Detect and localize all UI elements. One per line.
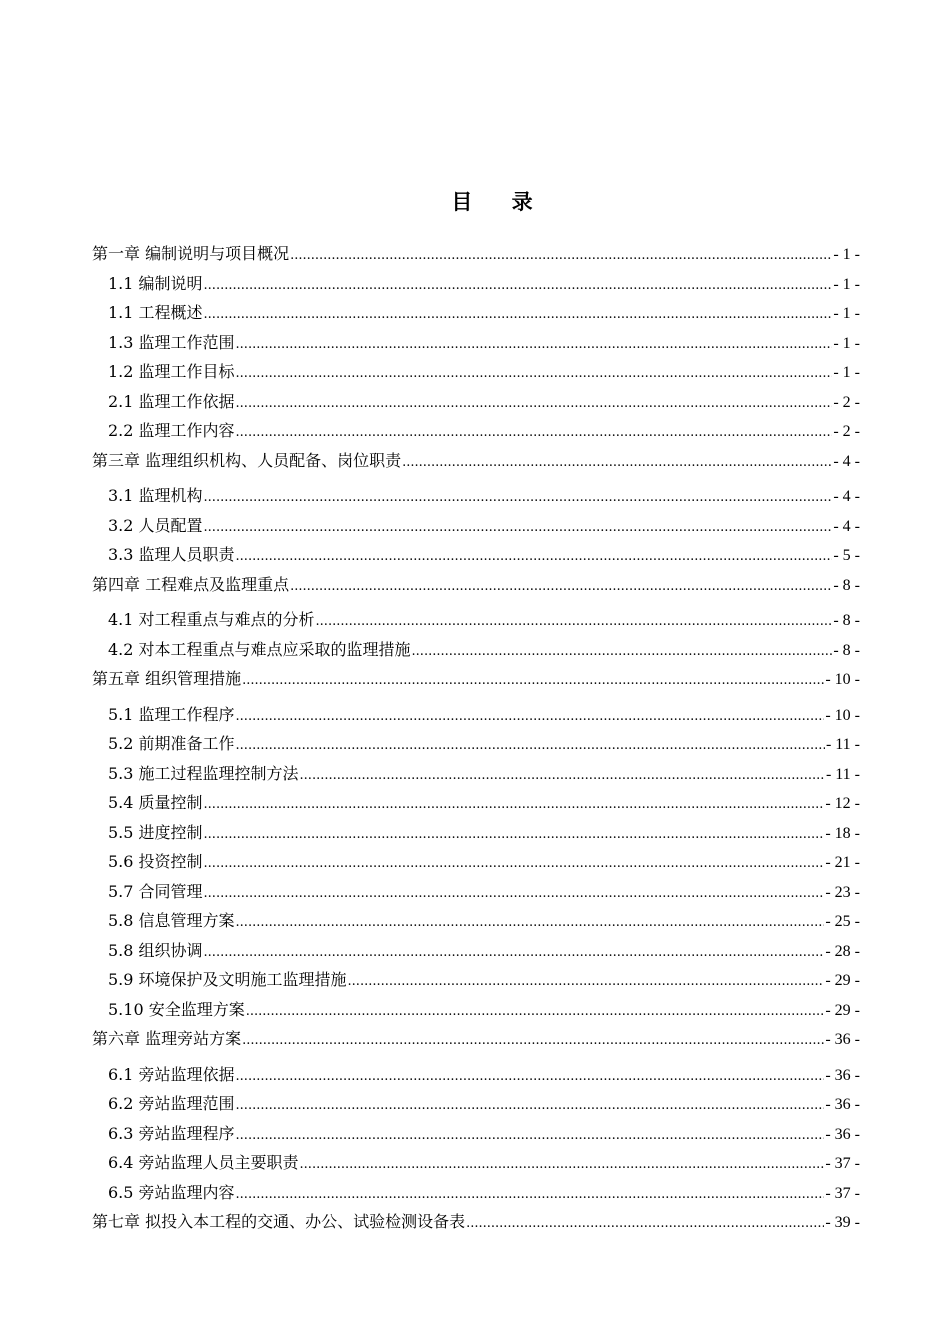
toc-section-entry[interactable] [92,818,860,848]
toc-page-number: - 1 - [833,364,860,381]
toc-page-number: - 8 - [833,612,860,629]
toc-entry-title: 5.6 投资控制 [108,852,203,871]
toc-chapter-entry[interactable] [92,664,860,694]
toc-dot-leader [348,967,825,997]
toc-page-number: - 5 - [833,547,860,564]
toc-page-number: - 36 - [825,1125,860,1143]
toc-section-entry[interactable] [92,1060,860,1090]
toc-entry-title: 2.2 监理工作内容 [108,421,235,440]
toc-dot-leader [412,637,833,667]
toc-entry-title: 1.3 监理工作范围 [108,332,235,352]
toc-entry-title: 1.1 工程概述 [108,303,203,322]
toc-section-entry[interactable] [92,387,860,417]
toc-page-number: - 12 - [825,795,860,812]
toc-dot-leader [236,359,833,389]
toc-entry-title: 5.10 安全监理方案 [108,999,245,1019]
toc-dot-leader [242,1026,824,1056]
toc-section-entry[interactable] [92,729,860,759]
toc-dot-leader [204,513,833,543]
toc-dot-leader [204,790,825,820]
toc-entry-title: 第五章 组织管理措施 [92,669,242,688]
toc-dot-leader [236,1062,825,1092]
toc-dot-leader [204,300,833,330]
toc-dot-leader [290,241,832,271]
toc-entry-title: 第四章 工程难点及监理重点 [92,574,290,594]
toc-dot-leader [236,330,833,360]
toc-page-number: - 1 - [833,334,860,352]
toc-section-entry[interactable] [92,416,860,446]
toc-dot-leader [236,1121,825,1151]
toc-dot-leader [316,607,833,637]
toc-page-number: - 2 - [833,393,860,411]
toc-entry-title: 5.9 环境保护及文明施工监理措施 [108,970,347,989]
toc-page-number: - 11 - [825,765,860,783]
toc-section-entry[interactable] [92,357,860,387]
toc-entry-title: 3.3 监理人员职责 [108,545,235,564]
toc-page-number: - 4 - [833,488,860,505]
toc-dot-leader [236,542,833,572]
toc-section-entry[interactable] [92,635,860,665]
toc-page-number: - 1 - [833,305,860,322]
toc-entry-title: 第三章 监理组织机构、人员配备、岗位职责 [92,450,402,470]
toc-entry-title: 第一章 编制说明与项目概况 [92,244,290,263]
toc-page-number: - 1 - [833,275,860,293]
toc-page-number: - 8 - [833,576,860,594]
toc-dot-leader [204,938,825,968]
toc-dot-leader [204,879,825,909]
toc-chapter-entry[interactable] [92,239,860,269]
toc-chapter-entry[interactable] [92,570,860,600]
toc-dot-leader [300,1150,825,1180]
toc-entry-title: 5.8 组织协调 [108,940,203,960]
toc-section-entry[interactable] [92,700,860,730]
toc-chapter-entry[interactable] [92,446,860,476]
toc-dot-leader [300,761,825,791]
toc-page-number: - 23 - [825,883,860,901]
toc-dot-leader [204,483,833,513]
toc-section-entry[interactable] [92,481,860,511]
toc-entry-title: 5.1 监理工作程序 [108,704,235,724]
toc-dot-leader [402,448,832,478]
toc-page-number: - 2 - [833,423,860,440]
toc-entry-title: 6.4 旁站监理人员主要职责 [108,1153,299,1172]
toc-entry-title: 5.7 合同管理 [108,881,203,901]
toc-section-entry[interactable] [92,298,860,328]
toc-page-number: - 39 - [825,1214,860,1231]
toc-title: 目 录 [451,190,549,214]
toc-chapter-entry[interactable] [92,1024,860,1054]
toc-dot-leader [236,702,825,732]
toc-section-entry[interactable] [92,936,860,966]
toc-section-entry[interactable] [92,328,860,358]
toc-list [92,239,860,1237]
toc-entry-title: 5.5 进度控制 [108,822,203,842]
toc-entry-title: 第六章 监理旁站方案 [92,1029,242,1048]
toc-section-entry[interactable] [92,269,860,299]
toc-section-entry[interactable] [92,906,860,936]
toc-section-entry[interactable] [92,540,860,570]
toc-dot-leader [236,1091,825,1121]
toc-page-number: - 36 - [825,1096,860,1113]
toc-dot-leader [204,849,825,879]
toc-dot-leader [236,1180,825,1210]
toc-section-entry[interactable] [92,995,860,1025]
toc-section-entry[interactable] [92,605,860,635]
toc-section-entry[interactable] [92,788,860,818]
toc-section-entry[interactable] [92,1178,860,1208]
toc-dot-leader [236,731,825,761]
toc-entry-title: 6.3 旁站监理程序 [108,1123,235,1143]
toc-entry-title: 1.2 监理工作目标 [108,362,235,381]
toc-page-number: - 25 - [825,913,860,930]
toc-page-number: - 4 - [833,517,860,535]
toc-page-number: - 11 - [825,736,860,753]
toc-dot-leader [290,572,832,602]
toc-page-number: - 36 - [825,1066,860,1084]
toc-section-entry[interactable] [92,877,860,907]
toc-dot-leader [204,820,825,850]
toc-page-number: - 10 - [825,671,860,688]
toc-page-number: - 37 - [825,1184,860,1202]
toc-page-number: - 18 - [825,824,860,842]
toc-entry-title: 5.8 信息管理方案 [108,911,235,930]
toc-entry-title: 4.1 对工程重点与难点的分析 [108,610,315,629]
toc-page-number: - 1 - [833,246,860,263]
toc-entry-title: 5.3 施工过程监理控制方法 [108,763,299,783]
toc-section-entry[interactable] [92,965,860,995]
toc-page-number: - 4 - [833,452,860,470]
toc-page-number: - 10 - [825,706,860,724]
toc-entry-title: 4.2 对本工程重点与难点应采取的监理措施 [108,639,411,659]
toc-entry-title: 2.1 监理工作依据 [108,391,235,411]
toc-chapter-entry[interactable] [92,1207,860,1237]
toc-entry-title: 6.5 旁站监理内容 [108,1182,235,1202]
toc-dot-leader [236,418,833,448]
toc-page-number: - 36 - [825,1031,860,1048]
toc-dot-leader [246,997,825,1027]
toc-entry-title: 5.4 质量控制 [108,793,203,812]
toc-entry-title: 6.1 旁站监理依据 [108,1064,235,1084]
toc-page-number: - 29 - [825,972,860,989]
toc-entry-title: 3.2 人员配置 [108,515,203,535]
toc-page-number: - 29 - [825,1001,860,1019]
toc-dot-leader [236,908,825,938]
toc-dot-leader [236,389,833,419]
toc-section-entry[interactable] [92,759,860,789]
toc-entry-title: 6.2 旁站监理范围 [108,1094,235,1113]
toc-section-entry[interactable] [92,1119,860,1149]
toc-dot-leader [242,666,824,696]
toc-entry-title: 1.1 编制说明 [108,273,203,293]
toc-entry-title: 第七章 拟投入本工程的交通、办公、试验检测设备表 [92,1212,466,1231]
toc-section-entry[interactable] [92,1148,860,1178]
toc-entry-title: 5.2 前期准备工作 [108,734,235,753]
toc-dot-leader [466,1209,824,1239]
toc-dot-leader [204,271,833,301]
toc-page-number: - 37 - [825,1155,860,1172]
toc-page-number: - 21 - [825,854,860,871]
toc-page-number: - 28 - [825,942,860,960]
toc-entry-title: 3.1 监理机构 [108,486,203,505]
toc-page-number: - 8 - [833,641,860,659]
toc-section-entry[interactable] [92,847,860,877]
toc-section-entry[interactable] [92,511,860,541]
toc-section-entry[interactable] [92,1089,860,1119]
